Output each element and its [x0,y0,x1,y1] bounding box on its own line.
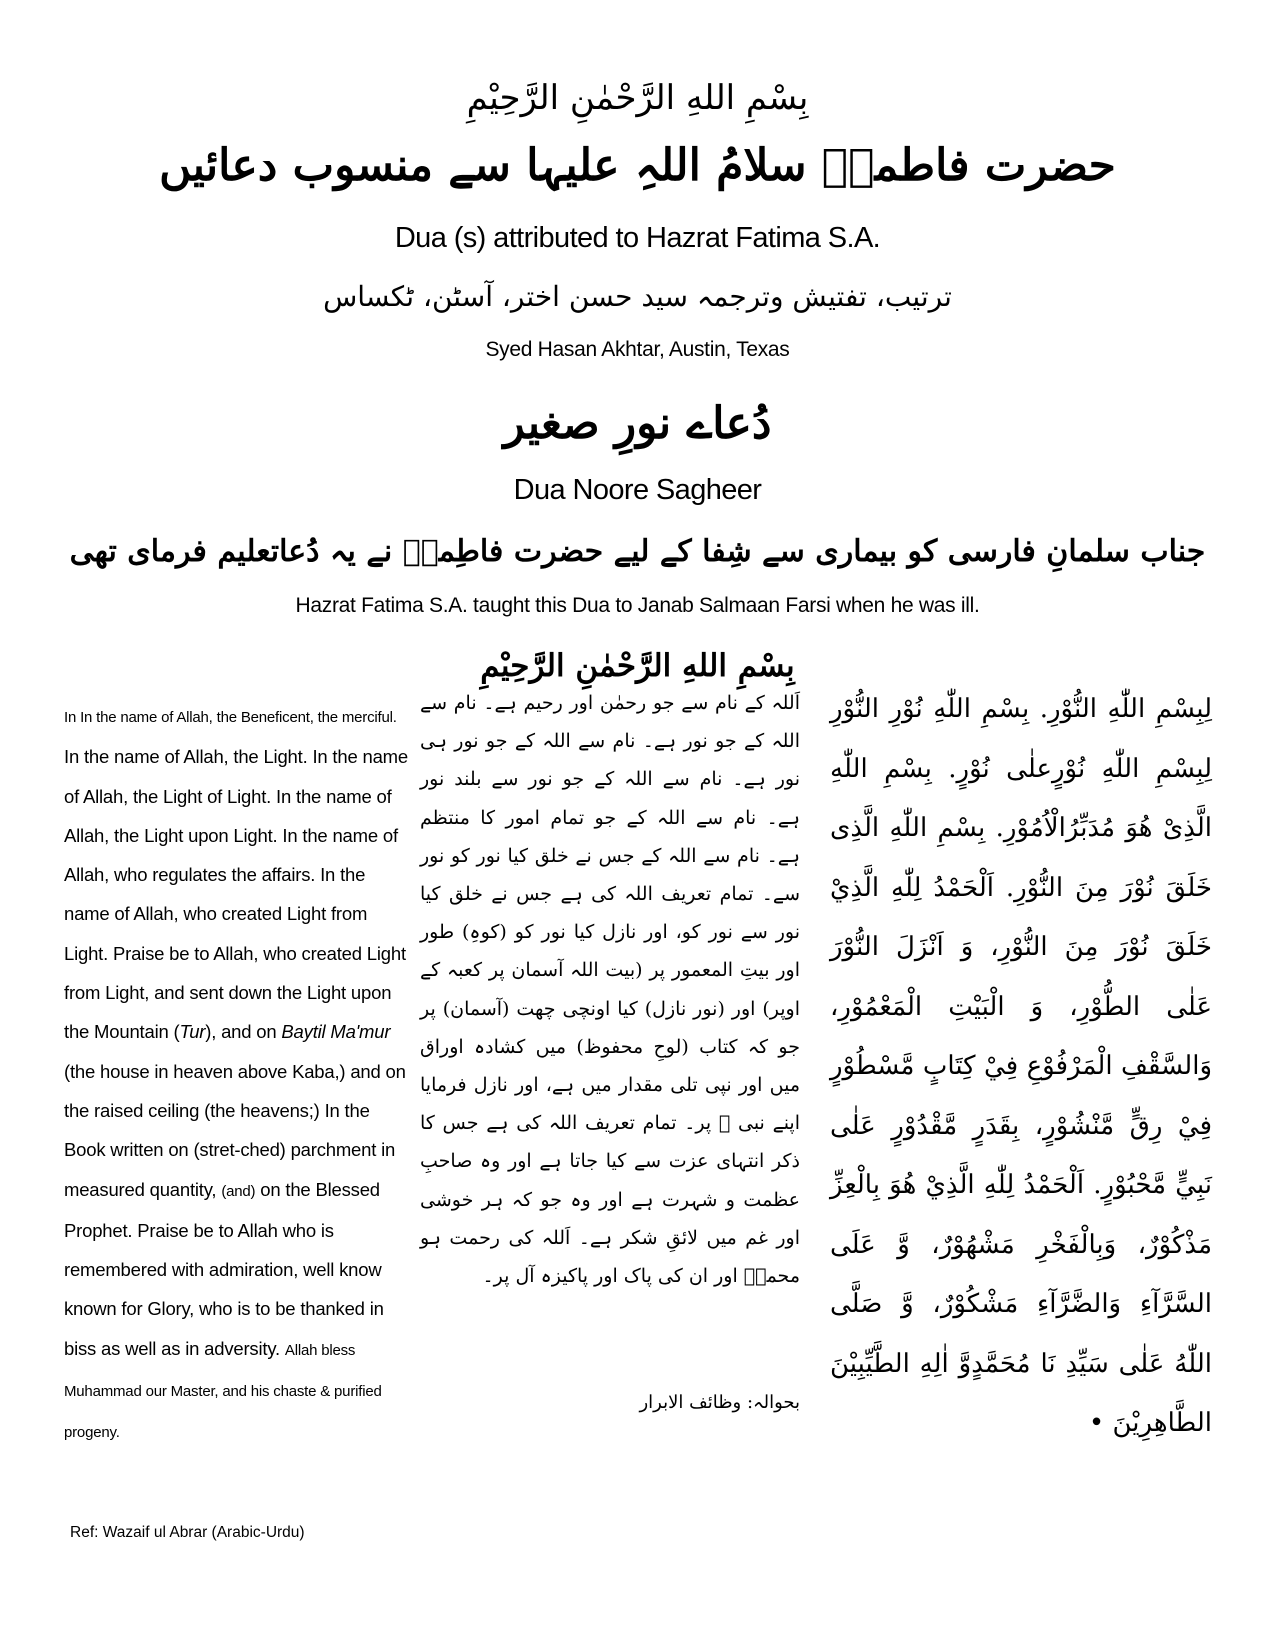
bismillah-heading: بِسْمِ اللهِ الرَّحْمٰنِ الرَّحِيْمِ [466,78,809,118]
urdu-dua-name: دُعاے نورِ صغیر [503,398,772,449]
english-and: (and) [221,1182,256,1200]
urdu-reference: بحوالہ: وظائف الابرار [639,1392,800,1413]
urdu-translation-column [420,684,800,1295]
english-body-4: on the Blessed Prophet. Praise be to Allah who is remembered with admiration, well know known for Glory, who is to be thanked in biss as well as in adversity. [64,1178,384,1359]
english-body-1: In the name of Allah, the Light. In the name of Allah, the Light of Light. In the name of Allah, the Light upon Light. In the name of Allah, who regulates the affairs. In the name of Allah, who created Light from Light. Praise be to Allah, who created Light from Light, and sent down the Light upon the Mountain ( [64,746,408,1043]
english-dua-name: Dua Noore Sagheer [513,474,762,506]
english-translation-text [64,696,414,1453]
english-body-3: (the house in heaven above Kaba,) and on the raised ceiling (the heavens;) In the Book written on (stret-ched) parchment in measured quantity, [64,1060,406,1200]
english-tur: Tur [179,1021,206,1043]
english-translation-column [64,696,414,1453]
english-opening: In In the name of Allah, the Beneficent, the merciful. [64,709,397,726]
urdu-translation-text: اَللہ کے نام سے جو رحمٰن اور رحیم ہے۔ نام سے اللہ کے جو نور ہے۔ نام سے اللہ کے جو نور ہی نور ہے۔ نام سے اللہ کے جو نور سے بلند نور ہے۔ نام سے اللہ کے جو تمام امور کا منتظم ہے۔ نام سے اللہ کے جس نے خلق کیا نور کو نور سے۔ تمام تعریف اللہ کی ہے جس نے خلق کیا نور سے نور کو، اور نازل کیا نور کو (کوہِ) طور اور بیتِ المعمور پر (بیت اللہ آسمان پر کعبہ کے اوپر) اور (نور نازل) کیا اونچی چھت (آسمان) پر جو کہ کتاب (لوحِ محفوظ) میں کشادہ اوراق میں اور نپی تلی مقدار میں ہے، اور نازل فرمایا اپنے نبی ﷺ پر۔ تمام تعریف اللہ کی ہے جس کا ذکر انتہای عزت سے کیا جاتا ہے اور وہ صاحبِ عظمت و شہرت ہے اور وہ جو کہ ہر خوشی اور غم میں لائقِ شکر ہے۔ اَللہ کی رحمت ہو محمدؐ اور ان کی پاک اور پاکیزہ آل پر۔ [420,692,800,1288]
arabic-dua-text: لِبِسْمِ اللّٰهِ النُّوْرِ. بِسْمِ اللّٰهِ نُوْرِ النُّوْرِ لِبِسْمِ اللّٰهِ نُوْرٍعلٰى نُوْرٍ. بِسْمِ اللّٰهِ الَّذِىْ هُوَ مُدَبِّرُالْاُمُوْرِ. بِسْمِ اللّٰهِ الَّذِى خَلَقَ نُوْرَ مِنَ النُّوْرِ. اَلْحَمْدُ لِلّٰهِ الَّذِيْ خَلَقَ نُوْرَ مِنَ النُّوْرِ، وَ اَنْزَلَ النُّوْرَ عَلٰى الطُّوْرِ، وَ الْبَيْتِ الْمَعْمُوْرِ، وَالسَّقْفِ الْمَرْفُوْعِ فِيْ كِتَابٍ مَّسْطُوْرٍ فِيْ رِقٍّ مَّنْشُوْرٍ، بِقَدَرٍ مَّقْدُوْرٍ عَلٰى نَبِيٍّ مَّحْبُوْرٍ. اَلْحَمْدُ لِلّٰهِ الَّذِيْ هُوَ بِالْعِزِّ مَذْكُوْرٌ، وَبِالْفَخْرِ مَشْهُوْرٌ، وَّ عَلَى السَّرَّآءِ وَالضَّرَّآءِ مَشْكُوْرٌ، وَّ صَلَّى اللّٰهُ عَلٰى سَيِّدِ نَا مُحَمَّدٍوَّ اٰلِهِ الطَّيِّبِيْنَ الطَّاهِرِيْنَ • [830,694,1212,1438]
english-title: Dua (s) attributed to Hazrat Fatima S.A. [394,222,881,254]
bismillah-subheading: بِسْمِ اللهِ الرَّحْمٰنِ الرَّحِيْمِ [480,648,795,684]
arabic-dua-column [830,680,1212,1454]
urdu-intro-note: جناب سلمانِ فارسی کو بیماری سے شِفا کے لیے حضرت فاطِمہؑ نے یہ دُعاتعلیم فرمای تھی [69,534,1206,569]
english-compiler-credit: Syed Hasan Akhtar, Austin, Texas [485,338,790,361]
english-intro-note: Hazrat Fatima S.A. taught this Dua to Janab Salmaan Farsi when he was ill. [295,594,980,617]
english-reference: Ref: Wazaif ul Abrar (Arabic-Urdu) [70,1524,305,1541]
urdu-compiler-credit: ترتیب، تفتیش وترجمہ سید حسن اختر، آسٹن، ٹکساس [323,280,952,313]
english-body-2: ), and on [205,1021,282,1043]
urdu-title: حضرت فاطمہؑ سلامُ اللہِ علیہا سے منسوب دعائیں [159,140,1116,191]
english-closing: Allah bless Muhammad our Master, and his chaste & purified progeny. [64,1341,382,1442]
english-baytil: Baytil Ma'mur [281,1021,391,1043]
